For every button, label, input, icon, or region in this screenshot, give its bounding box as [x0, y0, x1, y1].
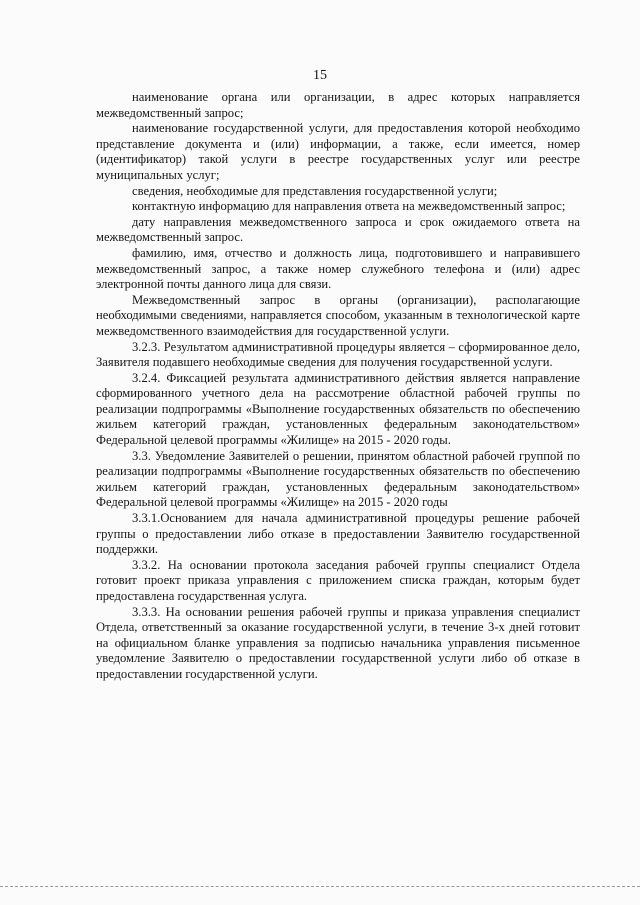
scan-edge-line [0, 886, 640, 887]
paragraph-3-3-2: 3.3.2. На основании протокола заседания рабочей группы специалист Отдела готовит проект приказа управления с приложением списка граждан, которым будет предоставлена государственная услуга. [96, 557, 580, 603]
paragraph-required-info: сведения, необходимые для представления государственной услуги; [132, 183, 498, 198]
paragraph-3-3-1: 3.3.1.Основанием для начала административной процедуры решение рабочей группы о предоставлении либо отказе в предоставлении Заявителю государственной поддержки. [96, 511, 580, 557]
paragraph-3-2-3: 3.2.3. Результатом административной процедуры является – сформированное дело, Заявителя подавшего необходимые сведения для получения государственной услуги. [96, 339, 580, 370]
paragraph-3-3: 3.3. Уведомление Заявителей о решении, принятом областной рабочей группой по реализации подпрограммы «Выполнение государственных обязательств по обеспечению жильем категорий граждан, установленных федеральным законодательством» Федеральной целевой программы «Жилище» на 2015 - 2020 годы [96, 448, 580, 510]
paragraph-request-date: дату направления межведомственного запроса и срок ожидаемого ответа на межведомственный запрос. [96, 214, 580, 245]
document-body [96, 90, 580, 683]
paragraph-recipient-name: наименование органа или организации, в адрес которых направляется межведомственный запрос; [96, 90, 580, 120]
paragraph-3-2-4: 3.2.4. Фиксацией результата административного действия является направление сформированного учетного дела на рассмотрение областной рабочей группы по реализации подпрограммы «Выполнение государственных обязательств по обеспечению жильем категорий граждан, установленных федеральным законодательством» Федеральной целевой программы «Жилище» на 2015 - 2020 годы. [96, 370, 580, 448]
paragraph-3-3-3: 3.3.3. На основании решения рабочей группы и приказа управления специалист Отдела, ответственный за оказание государственной услуги, в течение 3-х дней готовит на официальном бланке управления за подписью начальника управления письменное уведомление Заявителю о предоставлении государственной услуги либо об отказе в предоставлении государственной услуги. [96, 604, 580, 681]
paragraph-service-name: наименование государственной услуги, для предоставления которой необходимо представление документа и (или) информации, а также, если имеется, номер (идентификатор) такой услуги в реестре государственных услуг или реестре муниципальных услуг; [96, 121, 580, 182]
paragraph-contact-info: контактную информацию для направления ответа на межведомственный запрос; [132, 199, 566, 214]
paragraph-responsible-person: фамилию, имя, отчество и должность лица, подготовившего и направившего межведомственный запрос, а также номер служебного телефона и (или) адрес электронной почты данного лица для связи. [96, 245, 580, 292]
paragraph-request-method: Межведомственный запрос в органы (организации), располагающие необходимыми сведениями, направляется способом, указанным в технологической карте межведомственного взаимодействия для государственной услуги. [96, 292, 580, 338]
page-number: 15 [313, 68, 327, 83]
